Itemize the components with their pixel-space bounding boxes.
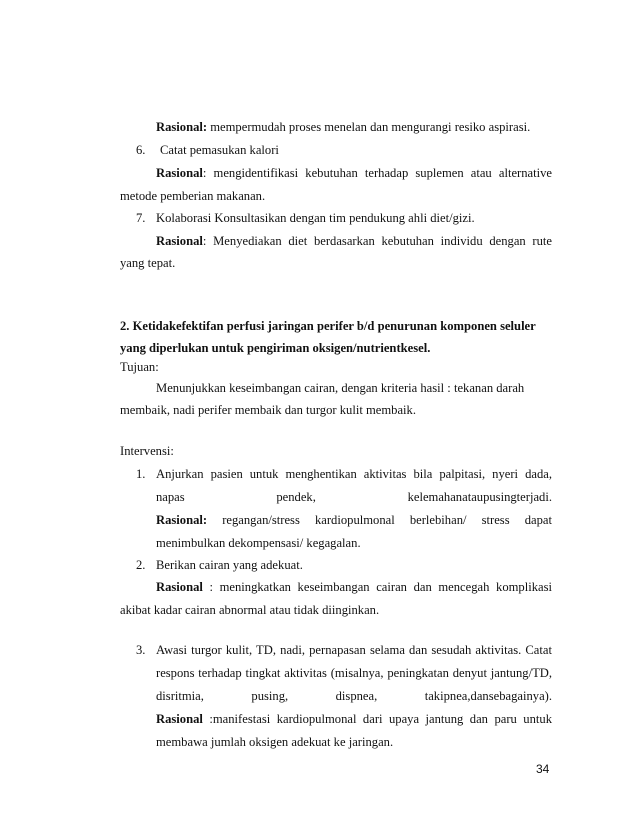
item-7-number: 7. xyxy=(136,211,146,225)
rasional-text: :manifestasi kardiopulmonal dari upaya jantung dan paru untuk xyxy=(209,712,552,726)
rasional-text: mempermudah proses menelan dan mengurangi resiko aspirasi. xyxy=(210,120,531,134)
intervention-1-line-1: Anjurkan pasien untuk menghentikan aktivitas bila palpitasi, nyeri dada, xyxy=(156,467,552,481)
diagnosis-2-heading-line-1: 2. Ketidakefektifan perfusi jaringan perifer b/d penurunan komponen seluler xyxy=(120,319,536,333)
intervention-3-number: 3. xyxy=(136,643,146,657)
item-6-rasional-cont: metode pemberian makanan. xyxy=(120,189,266,203)
intervention-3-line-3: disritmia, pusing, dispnea, takipnea,dansebagainya). xyxy=(156,689,552,703)
intervention-2-text: Berikan cairan yang adekuat. xyxy=(156,558,303,572)
intervention-2-number: 2. xyxy=(136,558,146,572)
item-7-rasional-cont: yang tepat. xyxy=(120,256,176,270)
item-6-rasional: Rasional: mengidentifikasi kebutuhan terhadap suplemen atau alternative xyxy=(156,166,553,180)
rasional-label: Rasional xyxy=(156,234,203,248)
intervention-1-line-2: napas pendek, kelemahanataupusingterjadi. xyxy=(156,490,552,504)
item-6-text: Catat pemasukan kalori xyxy=(160,143,279,157)
intervention-2-rasional xyxy=(156,579,552,595)
rasional-label: Rasional xyxy=(156,120,203,134)
intervention-1-number: 1. xyxy=(136,467,146,481)
rasional-text: regangan/stress kardiopulmonal berlebihan/ stress dapat xyxy=(222,513,552,527)
intervention-3-line-1: Awasi turgor kulit, TD, nadi, pernapasan selama dan sesudah aktivitas. Catat xyxy=(156,643,552,657)
rasional-text: Menyediakan diet berdasarkan kebutuhan individu dengan rute xyxy=(213,234,552,248)
rasional-text: : meningkatkan keseimbangan cairan dan mencegah komplikasi xyxy=(209,580,552,594)
rasional-label: Rasional xyxy=(156,513,203,527)
intervention-3-rasional-cont: membawa jumlah oksigen adekuat ke jaringan. xyxy=(156,735,394,749)
item-7-rasional: Rasional: Menyediakan diet berdasarkan kebutuhan individu dengan rute xyxy=(156,234,552,248)
intervention-3-line-2: respons terhadap tingkat aktivitas (misalnya, peningkatan denyut jantung/TD, xyxy=(156,666,552,680)
intervensi-label: Intervensi: xyxy=(120,444,174,458)
rasional-label: Rasional xyxy=(156,580,203,594)
tujuan-text-line-1: Menunjukkan keseimbangan cairan, dengan kriteria hasil : tekanan darah xyxy=(156,381,525,395)
rasional-line-1: Rasional: mempermudah proses menelan dan mengurangi resiko aspirasi. xyxy=(156,120,531,134)
intervention-1-rasional: Rasional: regangan/stress kardiopulmonal berlebihan/ stress dapat xyxy=(156,513,552,527)
intervention-1-rasional-cont: menimbulkan dekompensasi/ kegagalan. xyxy=(156,536,361,550)
diagnosis-2-heading-line-2: yang diperlukan untuk pengiriman oksigen/nutrientkesel. xyxy=(120,341,431,355)
page-number: 34 xyxy=(536,762,550,776)
intervention-2-rasional-cont: akibat kadar cairan abnormal atau tidak diinginkan. xyxy=(120,603,380,617)
item-6-number: 6. xyxy=(136,143,146,157)
item-7-text: Kolaborasi Konsultasikan dengan tim pendukung ahli diet/gizi. xyxy=(156,211,475,225)
rasional-label: Rasional xyxy=(156,712,203,726)
tujuan-label: Tujuan: xyxy=(120,360,159,374)
rasional-label: Rasional xyxy=(156,166,203,180)
tujuan-text-line-2: membaik, nadi perifer membaik dan turgor kulit membaik. xyxy=(120,403,416,417)
intervention-3-rasional xyxy=(156,711,552,727)
rasional-text: mengidentifikasi kebutuhan terhadap suplemen atau alternative xyxy=(213,166,553,180)
